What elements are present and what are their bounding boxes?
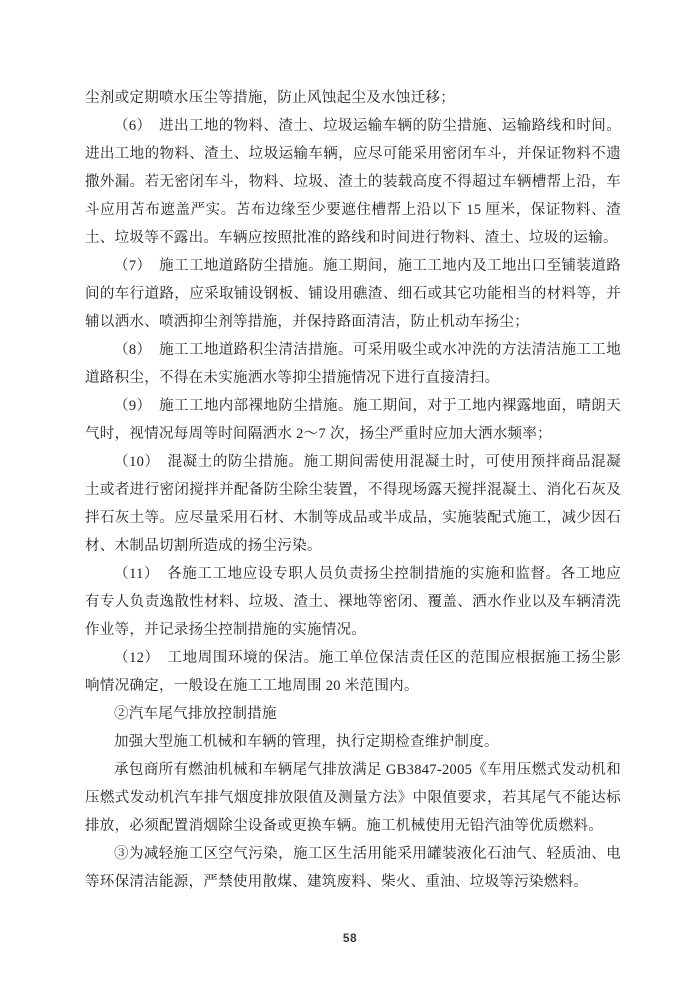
paragraph-vehicle-management: 加强大型施工机械和车辆的管理，执行定期检查维护制度。 — [114, 734, 499, 750]
paragraph-item-11: （11） 各施工工地应设专职人员负责扬尘控制措施的实施和监督。各工地应有专人负责逸散性材料、垃圾、渣土、裸地等密闭、覆盖、洒水作业以及车辆清洗作业等，并记录扬尘控制措施的实施情况。 — [85, 566, 621, 638]
paragraph-heading-exhaust: ②汽车尾气排放控制措施 — [114, 706, 277, 722]
paragraph-item-6: （6） 进出工地的物料、渣土、垃圾运输车辆的防尘措施、运输路线和时间。进出工地的物料、渣土、垃圾运输车辆，应尽可能采用密闭车斗，并保证物料不遗撒外漏。若无密闭车斗，物料、垃圾、渣土的装载高度不得超过车辆槽帮上沿，车斗应用苫布遮盖严实。苫布边缘至少要遮住槽帮上沿以下 15 厘米，保证物料、渣土、垃圾等不露出。车辆应按照批准的路线和时间进行物料、渣土、垃圾的运输。 — [85, 118, 621, 246]
paragraph-item-7: （7） 施工工地道路防尘措施。施工期间，施工工地内及工地出口至铺装道路间的车行道路，应采取铺设钢板、铺设用礁渣、细石或其它功能相当的材料等，并辅以洒水、喷洒抑尘剂等措施，并保持路面清洁，防止机动车扬尘； — [85, 258, 621, 330]
page-number: 58 — [342, 931, 358, 945]
paragraph-emission-standard: 承包商所有燃油机械和车辆尾气排放满足 GB3847-2005《车用压燃式发动机和压燃式发动机汽车排气烟度排放限值及测量方法》中限值要求，若其尾气不能达标排放，必须配置消烟除尘设备或更换车辆。施工机械使用无铅汽油等优质燃料。 — [85, 762, 621, 834]
paragraph-item-8: （8） 施工工地道路积尘清洁措施。可采用吸尘或水冲洗的方法清洁施工工地道路积尘，不得在未实施洒水等抑尘措施情况下进行直接清扫。 — [85, 342, 621, 386]
page-footer — [0, 929, 700, 947]
document-body — [85, 84, 621, 896]
paragraph-item-12: （12） 工地周围环境的保洁。施工单位保洁责任区的范围应根据施工扬尘影响情况确定，一般设在施工工地周围 20 米范围内。 — [85, 650, 621, 694]
paragraph-item-10: （10） 混凝土的防尘措施。施工期间需使用混凝土时，可使用预拌商品混凝土或者进行密闭搅拌并配备防尘除尘装置，不得现场露天搅拌混凝土、消化石灰及拌石灰土等。应尽量采用石材、木制等成品或半成品，实施装配式施工，减少因石材、木制品切割所造成的扬尘污染。 — [85, 454, 621, 554]
paragraph-clean-energy: ③为减轻施工区空气污染，施工区生活用能采用罐装液化石油气、轻质油、电等环保清洁能源，严禁使用散煤、建筑废料、柴火、重油、垃圾等污染燃料。 — [85, 846, 621, 890]
paragraph-item-9: （9） 施工工地内部裸地防尘措施。施工期间，对于工地内裸露地面，晴朗天气时，视情况每周等时间隔洒水 2～7 次，扬尘严重时应加大洒水频率； — [85, 398, 621, 442]
paragraph-continuation: 尘剂或定期喷水压尘等措施，防止风蚀起尘及水蚀迁移； — [85, 90, 455, 106]
